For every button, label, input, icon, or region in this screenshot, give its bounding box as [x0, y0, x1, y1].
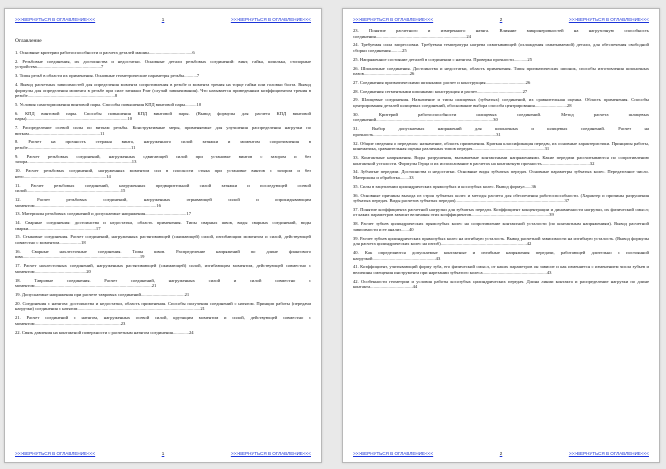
back-to-toc-link[interactable]: >>>ВЕРНУТЬСЯ В ОГЛАВЛЕНИЕ<<< [15, 451, 96, 456]
toc-entry[interactable]: 13. Материалы резьбовых соединений и допускаемые напряжения....................................17 [15, 211, 192, 217]
back-to-toc-link[interactable]: >>>ВЕРНУТЬСЯ В ОГЛАВЛЕНИЕ<<< [230, 451, 311, 456]
back-to-toc-link[interactable]: >>>ВЕРНУТЬСЯ В ОГЛАВЛЕНИЕ<<< [353, 451, 434, 456]
toc-entry[interactable]: 30. Критерий работоспособности шлицевых соединений. Метод расчета шлицевых соединений......................................................................................................30 [353, 111, 649, 123]
toc-entry[interactable]: 5. Условия самоторможения винтовой пары. Способы повышения КПД винтовой пары..........10 [15, 101, 202, 107]
toc-entry[interactable]: 40. Как определяются допускаемые контактные и изгибные напряжения передачи, работающей длительно с постоянной нагрузкой.......................................................43 [353, 250, 649, 261]
toc-entry[interactable]: 11. Расчет резьбовых соединений, нагруженных предварительной силой затяжки и последующей осевой силой..................................................................................15 [15, 182, 311, 194]
toc-entry[interactable]: 7. Распределение осевой силы по виткам резьбы. Конструктивные меры, применяемые для улучшения распределения нагрузки по виткам..............................................................11 [15, 125, 311, 136]
toc-entry[interactable]: 8. Расчет на прочность стержня винта, нагруженного силой затяжки и моментом сопротивления в резьбе..........................................................................................11 [15, 139, 311, 151]
page-2-top-nav [353, 15, 649, 24]
toc-entry[interactable]: 38. Расчет зубьев цилиндрических прямозубых колес на сопротивление контактной усталости (по контактным напряжениям). Вывод расчетной зависимости и ее анализ.......40 [353, 221, 649, 232]
toc-entry[interactable]: 20. Соединения с натягом: достоинства и недостатки, область применения. Способы получения соединений с натягом. Принцип работы (передачи нагрузки) соединения с натягом...........................................................................................................21 [15, 300, 311, 312]
back-to-toc-link[interactable]: >>>ВЕРНУТЬСЯ В ОГЛАВЛЕНИЕ<<< [15, 17, 96, 22]
toc-entry[interactable]: 14. Сварные соединения: достоинства и недостатки, область применения. Типы сварных швов, виды сварных соединений, виды сварки...........................................................17 [15, 220, 311, 231]
page-2 [342, 8, 660, 463]
back-to-toc-link[interactable]: >>>ВЕРНУТЬСЯ В ОГЛАВЛЕНИЕ<<< [353, 17, 434, 22]
toc-entry[interactable]: 21. Расчет соединений с натягом, нагруженных осевой силой, крутящим моментом и силой, действующей совместно с моментом...........................................................................23 [15, 315, 311, 326]
toc-entry[interactable]: 9. Расчет резьбовых соединений, нагруженных сдвигающей силой при установке винтов с зазором и без зазора...........................................................................................13 [15, 153, 311, 165]
toc-entry[interactable]: 4. Вывод расчетных зависимостей для определения момента сопротивления в резьбе и момента трения на торце гайки или головки болта. Вывод формулы для определения момента в резьбе при силе затяжки Fзат (случай завинчивания). Что называется приведенным коэффициентом трения в резьбе............................................................................8 [15, 81, 311, 99]
page-1 [4, 8, 322, 463]
page-1-bottom-nav [15, 449, 311, 458]
toc-entry[interactable]: 34. Зубчатые передачи. Достоинства и недостатки. Основные виды зубчатых передач. Основные параметры зубчатых колес. Передаточное число. Материалы и обработка........33 [353, 169, 649, 180]
toc-entry[interactable]: 41. Коэффициент, учитывающий форму зуба, его физический смысл, от каких параметров он зависит и как изменяется с изменением числа зубьев и величины смещения инструмента при нарезании зубчатого колеса........................................................43 [353, 264, 649, 275]
toc-entry[interactable]: 2. Резьбовые соединения, их достоинства и недостатки. Основные детали резьбовых соединений: винт, гайка, шпилька, стопорные устройства........................................................7 [15, 58, 311, 70]
toc-entry[interactable]: 37. Понятие коэффициента расчетной нагрузки для зубчатых передач. Коэффициент концентрации и динамичности нагрузки, их физический смысл; от каких параметров зависят величины этих коэффициентов....................................................................39 [353, 206, 649, 218]
toc-entry[interactable]: 12. Расчет резьбовых соединений, нагруженных отрывающей силой и опрокидывающим моментом..........................................................................................................16 [15, 196, 311, 208]
toc-title: Оглавление [15, 38, 42, 44]
toc-entry[interactable]: 27. Соединения призматическими шпонками: расчет и конструкция...................................26 [353, 79, 531, 85]
toc-entry[interactable]: 6. КПД винтовой пары. Способы повышения КПД винтовой пары. (Вывод формулы для расчета КПД винтовой пары)........................................................................................10 [15, 110, 311, 122]
toc-entry[interactable]: 28. Соединения сегментными шпонками: конструкция и расчет........................................27 [353, 88, 528, 94]
toc-entry[interactable]: 23. Понятие расчетного и измеренного натяга. Влияние микронеровностей на нагрузочную способность соединения...............................................................................24 [353, 28, 649, 39]
page-number: 1 [161, 17, 165, 22]
page-number: 2 [499, 451, 503, 456]
back-to-toc-link[interactable]: >>>ВЕРНУТЬСЯ В ОГЛАВЛЕНИЕ<<< [568, 17, 649, 22]
toc-entry[interactable]: 15. Стыковые соединения. Расчет соединений, нагруженных растягивающей (сжимающей) силой, изгибающим моментом и силой, действующей совместно с моментом...................18 [15, 234, 311, 246]
page-number: 1 [161, 451, 165, 456]
page-2-bottom-nav [353, 449, 649, 458]
toc-entry[interactable]: 42. Особенности геометрии и условия работы косозубых цилиндрических передач. Длина линии контакта и распределение нагрузки по длине контакта.....................................44 [353, 278, 649, 290]
page-1-top-nav [15, 15, 311, 24]
toc-entry[interactable]: 36. Основные причины выхода из строя зубчатых колес и методы расчета для обеспечения работоспособности. (Характер и причины разрушения зубчатых передач. Виды расчетов зубчатых передач)...............................................................................................37 [353, 192, 649, 204]
toc-entry[interactable]: 3. Типы резьб в области их применения. Основные геометрические параметры резьбы...........7 [15, 73, 200, 79]
toc-entry[interactable]: 25. Напряженное состояние деталей в соединении с натягом. Проверка прочности............25 [353, 56, 533, 62]
toc-entry[interactable]: 17. Расчет нахлесточных соединений, нагруженных растягивающей (сжимающей) силой, изгибающим моментом, действующей совместно с моментом.............................................20 [15, 263, 311, 274]
back-to-toc-link[interactable]: >>>ВЕРНУТЬСЯ В ОГЛАВЛЕНИЕ<<< [568, 451, 649, 456]
toc-entry[interactable]: 31. Выбор допускаемых напряжений для шпоночных и шлицевых соединений. Расчет на прочность...........................................................................................................31 [353, 126, 649, 137]
page-number: 2 [499, 17, 503, 22]
toc-entry[interactable]: 10. Расчет резьбовых соединений, нагруженных моментом сил в плоскости стыка при установке винтов с зазором и без него........................................................................14 [15, 168, 311, 179]
toc-entry[interactable]: 1. Основные критерии работоспособности и расчета деталей машин......................................6 [15, 50, 195, 55]
toc-entry[interactable]: 18. Тавровые соединения. Расчет соединений, нагруженных силой и силой совместно с моментом......................................................................................................21 [15, 277, 311, 289]
toc-entry[interactable]: 26. Шпоночные соединения. Достоинства и недостатки, область применения. Типы призматических шпонок, способы изготовления шпоночных пазов........................................26 [353, 65, 649, 77]
toc-entry[interactable]: 35. Силы в зацеплении цилиндрических прямозубых и косозубых колес. Вывод формул......36 [353, 183, 537, 189]
toc-entry[interactable]: 33. Контактные напряжения. Виды разрушения, вызываемые контактными напряжениями. Какие передачи рассчитываются по сопротивлению контактной усталости. Формулы Герца и их использование в расчетах на контактную прочность..........................................32 [353, 154, 649, 166]
toc-list-left [15, 50, 311, 335]
toc-entry[interactable]: 39. Расчет зубьев цилиндрических прямозубых колес на изгибную усталость. Вывод расчетной зависимости на изгибную усталость. (Вывод формулы для расчета цилиндрических колес на изгиб)...........................................................................42 [353, 235, 649, 247]
toc-entry[interactable]: 19. Допускаемые напряжения при расчете тавровых соединений......................................21 [15, 291, 190, 297]
back-to-toc-link[interactable]: >>>ВЕРНУТЬСЯ В ОГЛАВЛЕНИЕ<<< [230, 17, 311, 22]
toc-entry[interactable]: 24. Требуемая сила запрессовки. Требуемая температура нагрева охватывающей (охлаждения охватываемой) детали, для обеспечения свободной сборки соединения..........25 [353, 42, 649, 53]
toc-entry[interactable]: 16. Сварные нахлесточные соединения. Типы швов. Распределение напряжений по длине флангового шва......................................................................................................19 [15, 248, 311, 260]
toc-list-right [353, 28, 649, 290]
toc-entry[interactable]: 32. Общие сведения о передачах: назначение, область применения. Краткая классификация передач, их основные характеристики. Принципы работы, кинематика, сравнительная оценка различных типов передач...............................................................31 [353, 140, 649, 152]
toc-entry[interactable]: 22. Связь давления на контактной поверхности с расчетным натягом соединения..............24 [15, 329, 194, 335]
toc-entry[interactable]: 29. Шлицевые соединения. Назначение и типы шлицевых (зубчатых) соединений, их сравнительная оценка. Область применения. Способы центрирования деталей шлицевых соединений, обоснование выбора способа центрирования............................28 [353, 97, 649, 109]
